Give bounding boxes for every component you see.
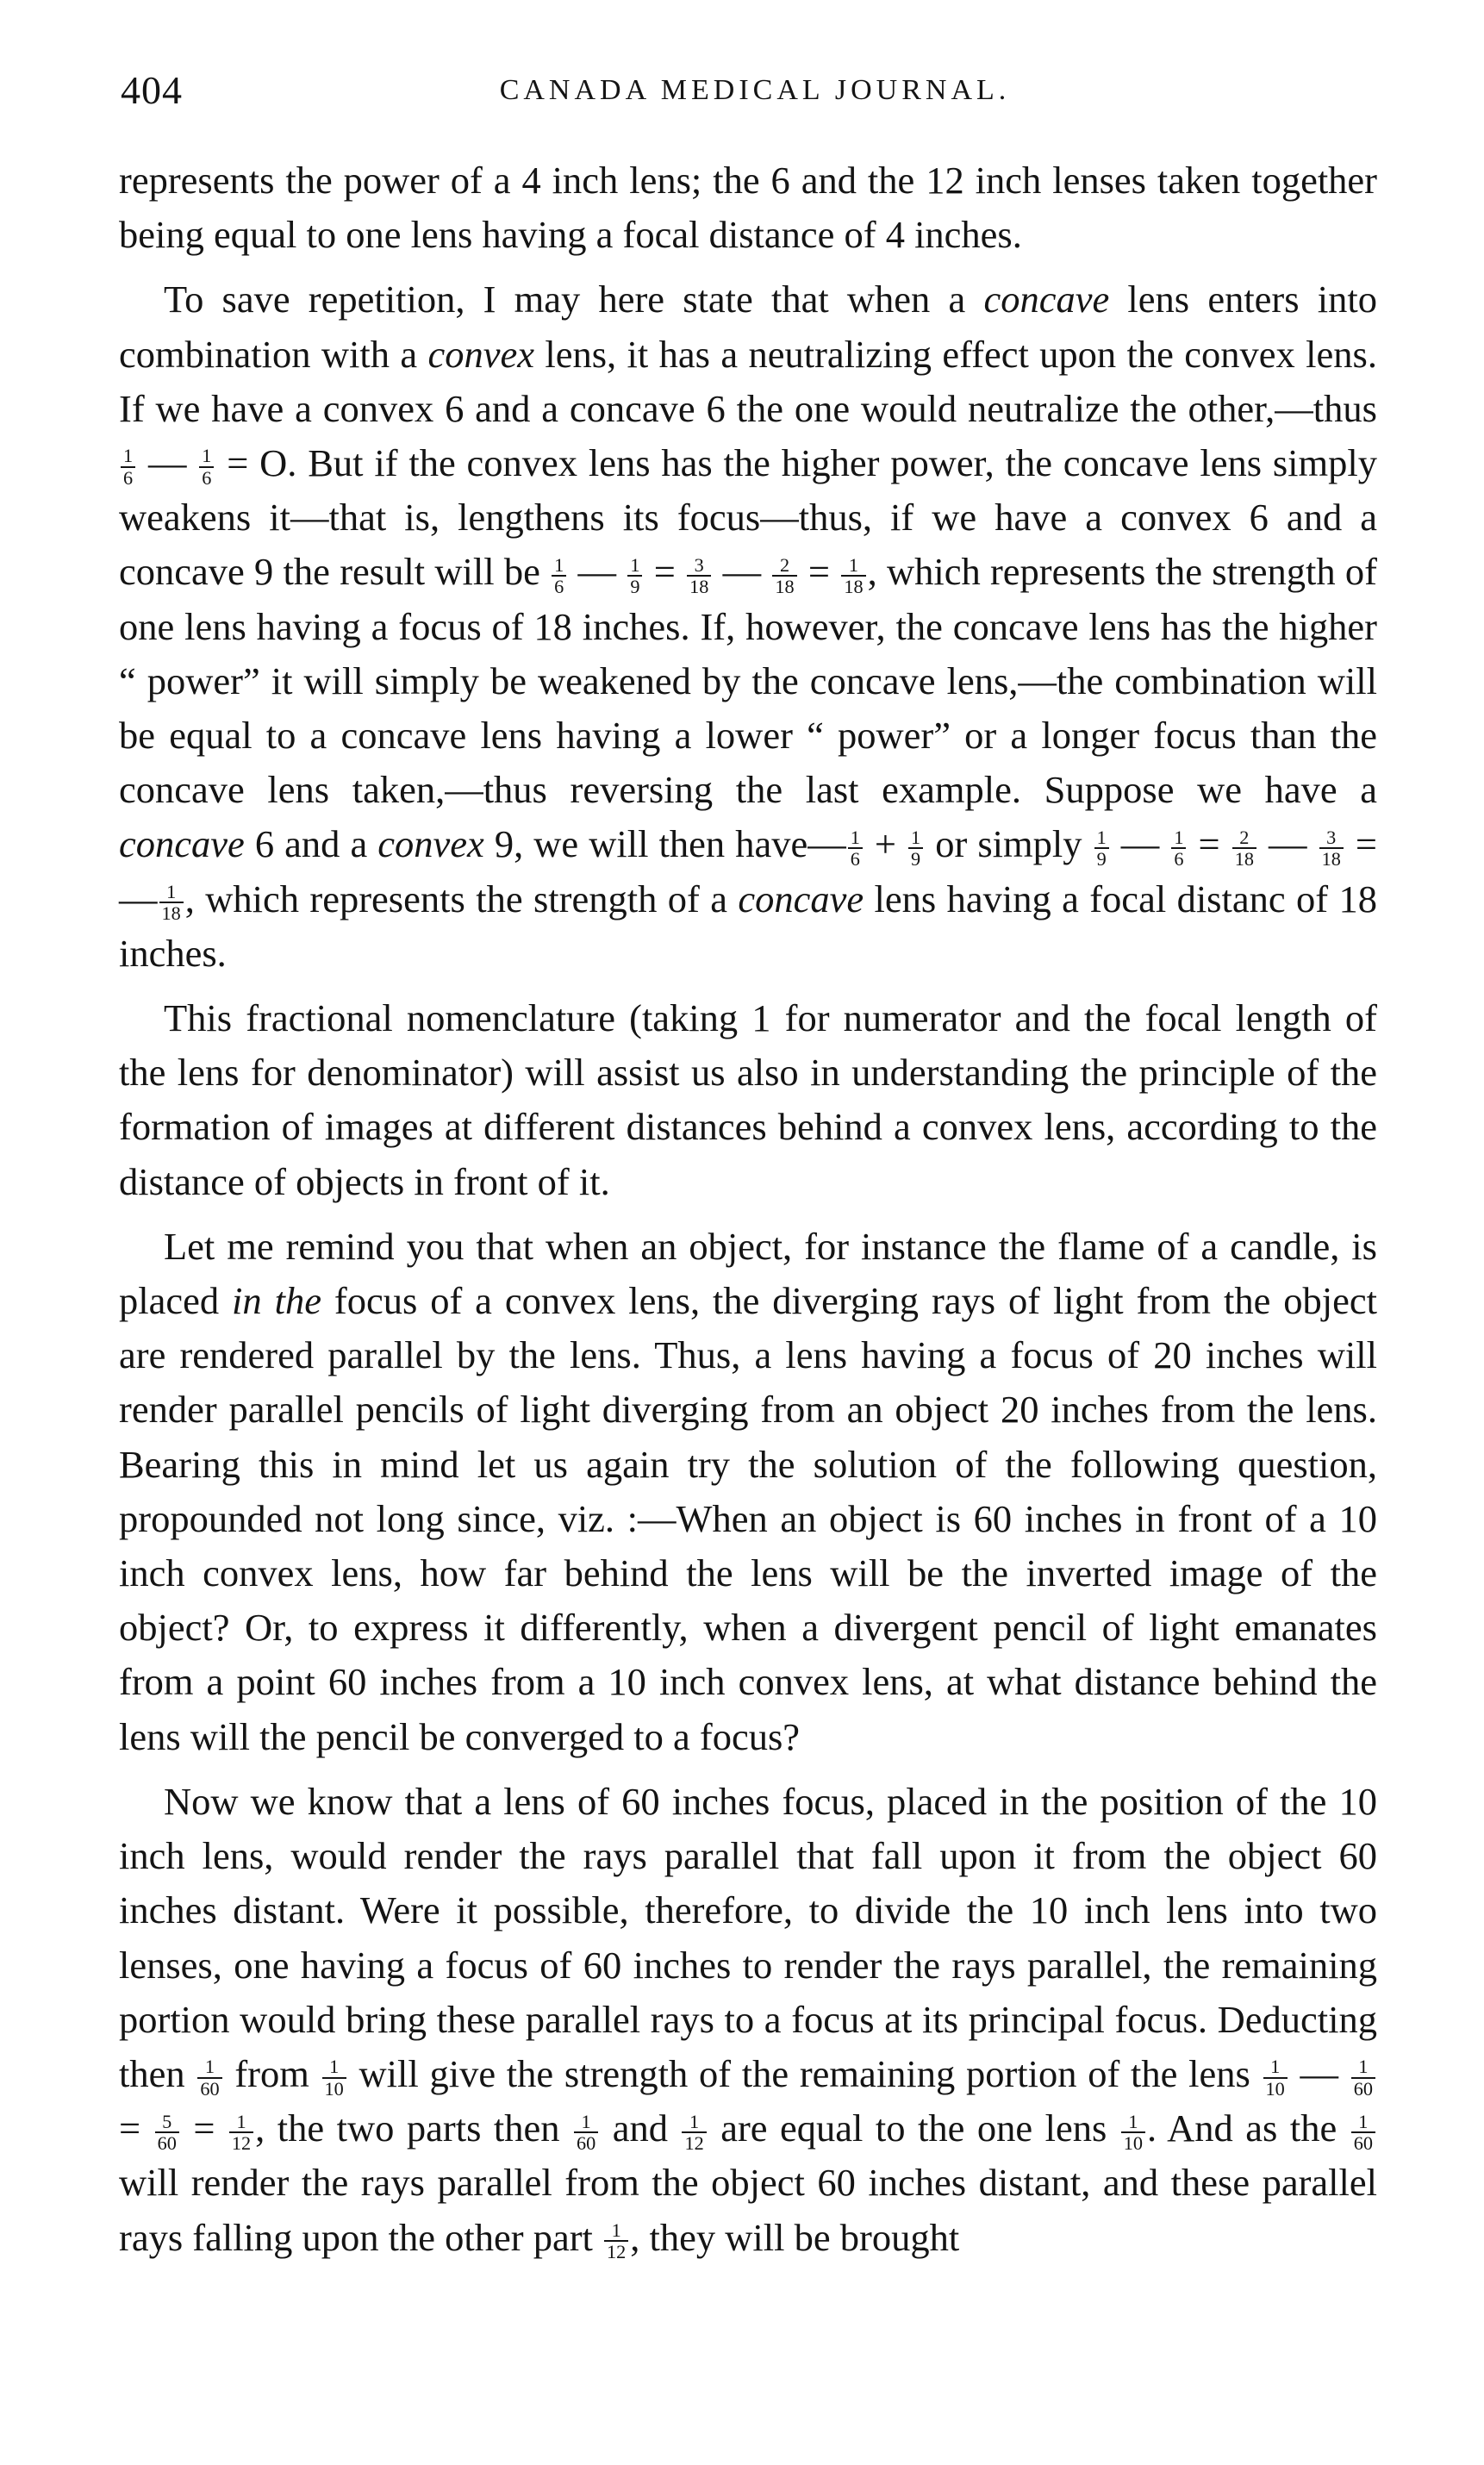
fraction	[1351, 2056, 1375, 2099]
paragraph-text: lens enters into combination with a	[119, 278, 1377, 376]
denominator: 18	[161, 902, 181, 925]
paragraph-text: This fractional nomenclature (taking 1 for numerator and the focal length of the lens for denominator) will assist us also in understanding the principle of the formation of images at different distances behind a convex lens, according to the distance of objects in front of it.	[119, 996, 1377, 1203]
paragraph-text: =	[119, 2106, 153, 2150]
denominator: 18	[1321, 848, 1341, 871]
fraction	[1232, 827, 1256, 870]
paragraph-text: —	[137, 441, 198, 485]
paragraph-text: —	[1110, 822, 1170, 866]
paragraph-text: 6 and a	[244, 822, 378, 866]
paragraph-text: from	[223, 2051, 321, 2095]
fraction	[229, 2112, 253, 2154]
emphasis: concave	[119, 822, 245, 866]
numerator: 1	[159, 882, 184, 903]
paragraph-text: . And as the	[1147, 2106, 1350, 2150]
emphasis: convex	[427, 332, 534, 376]
numerator: 3	[1319, 827, 1344, 849]
paragraph	[119, 272, 1377, 981]
denominator: 12	[684, 2131, 704, 2154]
denominator: 6	[123, 466, 134, 489]
paragraph-text: lens, it has a neutralizing effect upon the convex lens. If we have a convex 6 and a concave 6 the one would neutralize the other,—thus	[119, 332, 1377, 430]
numerator: 1	[841, 555, 865, 577]
paragraph-text: =	[644, 550, 686, 594]
paragraph-text: = O. But if the convex lens has the higher power, the concave lens simply weakens it—that is, lengthens its focus—thus, if we have a convex 6 and a concave 9 the result will be	[119, 441, 1378, 594]
denominator: 12	[607, 2241, 627, 2263]
denominator: 60	[576, 2131, 596, 2154]
numerator: 1	[908, 827, 923, 849]
denominator: 6	[1174, 848, 1184, 871]
fraction	[627, 555, 642, 597]
paragraph-text: =	[798, 550, 840, 594]
numerator: 1	[574, 2112, 598, 2133]
paragraph-text: =	[180, 2106, 228, 2150]
fraction	[121, 446, 135, 488]
paragraph-text: , they will be brought	[630, 2215, 960, 2259]
paragraph	[119, 991, 1377, 1209]
fraction	[1094, 827, 1109, 870]
numerator: 3	[687, 555, 711, 577]
fraction	[199, 446, 214, 488]
paragraph-text: or simply	[925, 822, 1093, 866]
paragraph-text: —	[1257, 822, 1318, 866]
numerator: 1	[1121, 2112, 1145, 2133]
paragraph-text: +	[864, 822, 907, 866]
body-text	[119, 153, 1377, 2265]
numerator: 2	[772, 555, 796, 577]
page-header	[121, 67, 1389, 136]
fraction	[687, 555, 711, 597]
denominator: 18	[775, 576, 795, 598]
paragraph-text: Let me remind you that when an object, for instance the flame of a candle, is placed	[119, 1224, 1377, 1323]
fraction	[848, 827, 863, 870]
paragraph	[119, 1775, 1377, 2265]
denominator: 10	[324, 2077, 344, 2100]
fraction	[772, 555, 796, 597]
denominator: 6	[850, 848, 860, 871]
paragraph-text: represents the power of a 4 inch lens; the 6 and the 12 inch lenses taken together being equal to one lens having a focal distance of 4 inches.	[119, 159, 1377, 257]
paragraph-text: 9, we will then have—	[483, 822, 846, 866]
fraction	[322, 2056, 346, 2099]
numerator: 1	[197, 2056, 221, 2078]
fraction	[1121, 2112, 1145, 2154]
paragraph-text: will give the strength of the remaining portion of the lens	[347, 2051, 1262, 2095]
numerator: 1	[1351, 2056, 1375, 2078]
fraction	[908, 827, 923, 870]
paragraph-text: Now we know that a lens of 60 inches focus, placed in the position of the 10 inch lens, would render the rays parallel that fall upon it from the object 60 inches distant. Were it possible, therefore, to divide the 10 inch lens into two lenses, one having a focus of 60 inches to render the rays parallel, the remaining portion would bring these parallel rays to a focus at its principal focus. Deducting then	[119, 1779, 1377, 2095]
numerator: 1	[229, 2112, 253, 2133]
paragraph-text: lens having a focal distanc of 18 inches.	[119, 877, 1377, 975]
numerator: 1	[552, 555, 566, 577]
numerator: 5	[155, 2112, 179, 2133]
fraction	[159, 882, 184, 924]
emphasis: convex	[377, 822, 484, 866]
denominator: 9	[1096, 848, 1107, 871]
paragraph-text: , which represents the strength of a	[184, 877, 739, 920]
denominator: 10	[1265, 2077, 1285, 2100]
denominator: 60	[200, 2077, 220, 2100]
denominator: 18	[844, 576, 864, 598]
denominator: 6	[202, 466, 212, 489]
paragraph-text: To save repetition, I may here state that when a	[164, 278, 984, 321]
paragraph-text: = —	[119, 822, 1377, 920]
paragraph	[119, 153, 1377, 262]
page-number: 404	[121, 68, 183, 112]
paragraph-text: —	[1288, 2051, 1350, 2095]
fraction	[552, 555, 566, 597]
numerator: 1	[604, 2220, 628, 2242]
paragraph-text: =	[1188, 822, 1231, 866]
paragraph-text: —	[713, 550, 771, 594]
denominator: 12	[231, 2131, 252, 2154]
paragraph-text: will render the rays parallel from the object 60 inches distant, and these parallel rays falling upon the other part	[119, 2161, 1377, 2259]
denominator: 60	[1353, 2077, 1373, 2100]
running-head: CANADA MEDICAL JOURNAL.	[499, 74, 1011, 106]
fraction	[155, 2112, 179, 2154]
denominator: 9	[911, 848, 921, 871]
numerator: 1	[322, 2056, 346, 2078]
numerator: 2	[1232, 827, 1256, 849]
numerator: 1	[848, 827, 863, 849]
emphasis: in the	[232, 1279, 321, 1323]
numerator: 1	[199, 446, 214, 467]
numerator: 1	[1171, 827, 1186, 849]
denominator: 6	[554, 576, 564, 598]
numerator: 1	[1094, 827, 1109, 849]
paragraph-text: —	[568, 550, 627, 594]
denominator: 60	[1353, 2131, 1373, 2154]
fraction	[841, 555, 865, 597]
numerator: 1	[627, 555, 642, 577]
denominator: 60	[157, 2131, 177, 2154]
fraction	[1319, 827, 1344, 870]
numerator: 1	[682, 2112, 706, 2133]
paragraph-text: are equal to the one lens	[708, 2106, 1119, 2150]
emphasis: concave	[738, 877, 864, 920]
denominator: 9	[630, 576, 640, 598]
numerator: 1	[1351, 2112, 1375, 2133]
fraction	[1171, 827, 1186, 870]
fraction	[1263, 2056, 1288, 2099]
denominator: 10	[1123, 2131, 1144, 2154]
denominator: 18	[1234, 848, 1254, 871]
paragraph-text: focus of a convex lens, the diverging rays of light from the object are rendered parallel by the lens. Thus, a lens having a focus of 20 inches will render parallel pencils of light diverging from an object 20 inches from the lens. Bearing this in mind let us again try the solution of the following question, propounded not long since, viz. :—When an object is 60 inches in front of a 10 inch convex lens, how far behind the lens will be the inverted image of the object? Or, to express it differently, when a divergent pencil of light emanates from a point 60 inches from a 10 inch convex lens, at what distance behind the lens will the pencil be converged to a focus?	[119, 1279, 1377, 1758]
fraction	[197, 2056, 221, 2099]
paragraph-text: , which represents the strength of one lens having a focus of 18 inches. If, however, the concave lens has the higher “ power” it will simply be weakened by the concave lens,—the combination will be equal to a concave lens having a lower “ power” or a longer focus than the concave lens taken,—thus reversing the last example. Suppose we have a	[119, 550, 1378, 812]
fraction	[574, 2112, 598, 2154]
emphasis: concave	[983, 278, 1110, 321]
paragraph-text: , the two parts then	[255, 2106, 572, 2150]
fraction	[604, 2220, 628, 2262]
fraction	[1351, 2112, 1375, 2154]
fraction	[682, 2112, 706, 2154]
paragraph	[119, 1220, 1377, 1764]
numerator: 1	[1263, 2056, 1288, 2078]
numerator: 1	[121, 446, 135, 467]
paragraph-text: and	[600, 2106, 681, 2150]
denominator: 18	[689, 576, 709, 598]
